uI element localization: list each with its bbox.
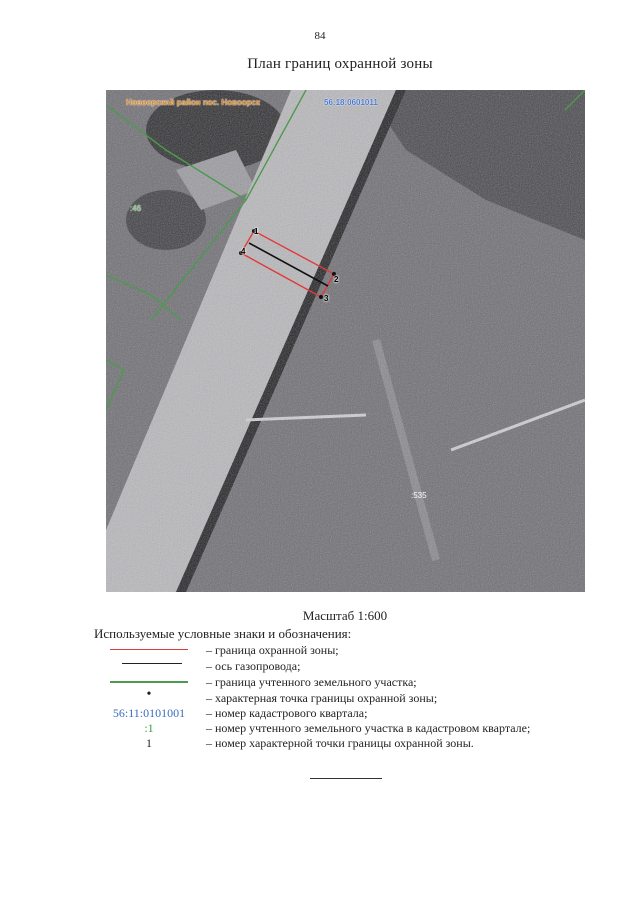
parcel-number-symbol: :1 (144, 721, 154, 735)
legend-description: – характерная точка границы охранной зоны; (206, 691, 438, 705)
point-label: 4 (241, 247, 246, 256)
footer-divider (310, 778, 382, 779)
legend-item (0, 687, 640, 707)
satellite-map (106, 90, 585, 592)
legend-item (0, 721, 640, 737)
quarter-number-symbol: 56:11:0101001 (112, 706, 186, 720)
map-scale: Масштаб 1:600 (302, 608, 388, 623)
district-label: Новоорский район пос. Новоорск (126, 98, 260, 107)
legend-title: Используемые условные знаки и обозначения: (94, 626, 352, 641)
legend-item (0, 706, 640, 722)
legend-item (0, 659, 640, 675)
legend-description: – граница учтенного земельного участка; (206, 675, 417, 689)
map-drawing (106, 90, 585, 592)
legend-description: – граница охранной зоны; (206, 643, 339, 657)
page-title: План границ охранной зоны (247, 56, 433, 72)
legend-item (0, 643, 640, 659)
point-label: 3 (324, 294, 329, 303)
black-line-symbol (122, 663, 182, 664)
page-number: 84 (314, 30, 326, 42)
green-line-symbol (110, 681, 188, 683)
grain-overlay (106, 90, 585, 592)
point-label: 1 (254, 227, 259, 236)
legend-description: – номер кадастрового квартала; (206, 706, 368, 720)
cadastral-quarter-label: 56:18:0601011 (324, 98, 378, 107)
legend-description: – номер характерной точки границы охранной зоны. (206, 736, 474, 750)
point-symbol: • (146, 687, 152, 702)
red-line-symbol (110, 649, 188, 650)
legend-item (0, 675, 640, 691)
legend-description: – номер учтенного земельного участка в кадастровом квартале; (206, 721, 531, 735)
boundary-point (319, 295, 323, 299)
parcel-label: :535 (411, 491, 427, 500)
point-number-symbol: 1 (146, 736, 152, 750)
legend-description: – ось газопровода; (206, 659, 301, 673)
legend-item (0, 736, 640, 752)
point-label: 2 (334, 275, 339, 284)
parcel-label: :46 (130, 204, 142, 213)
